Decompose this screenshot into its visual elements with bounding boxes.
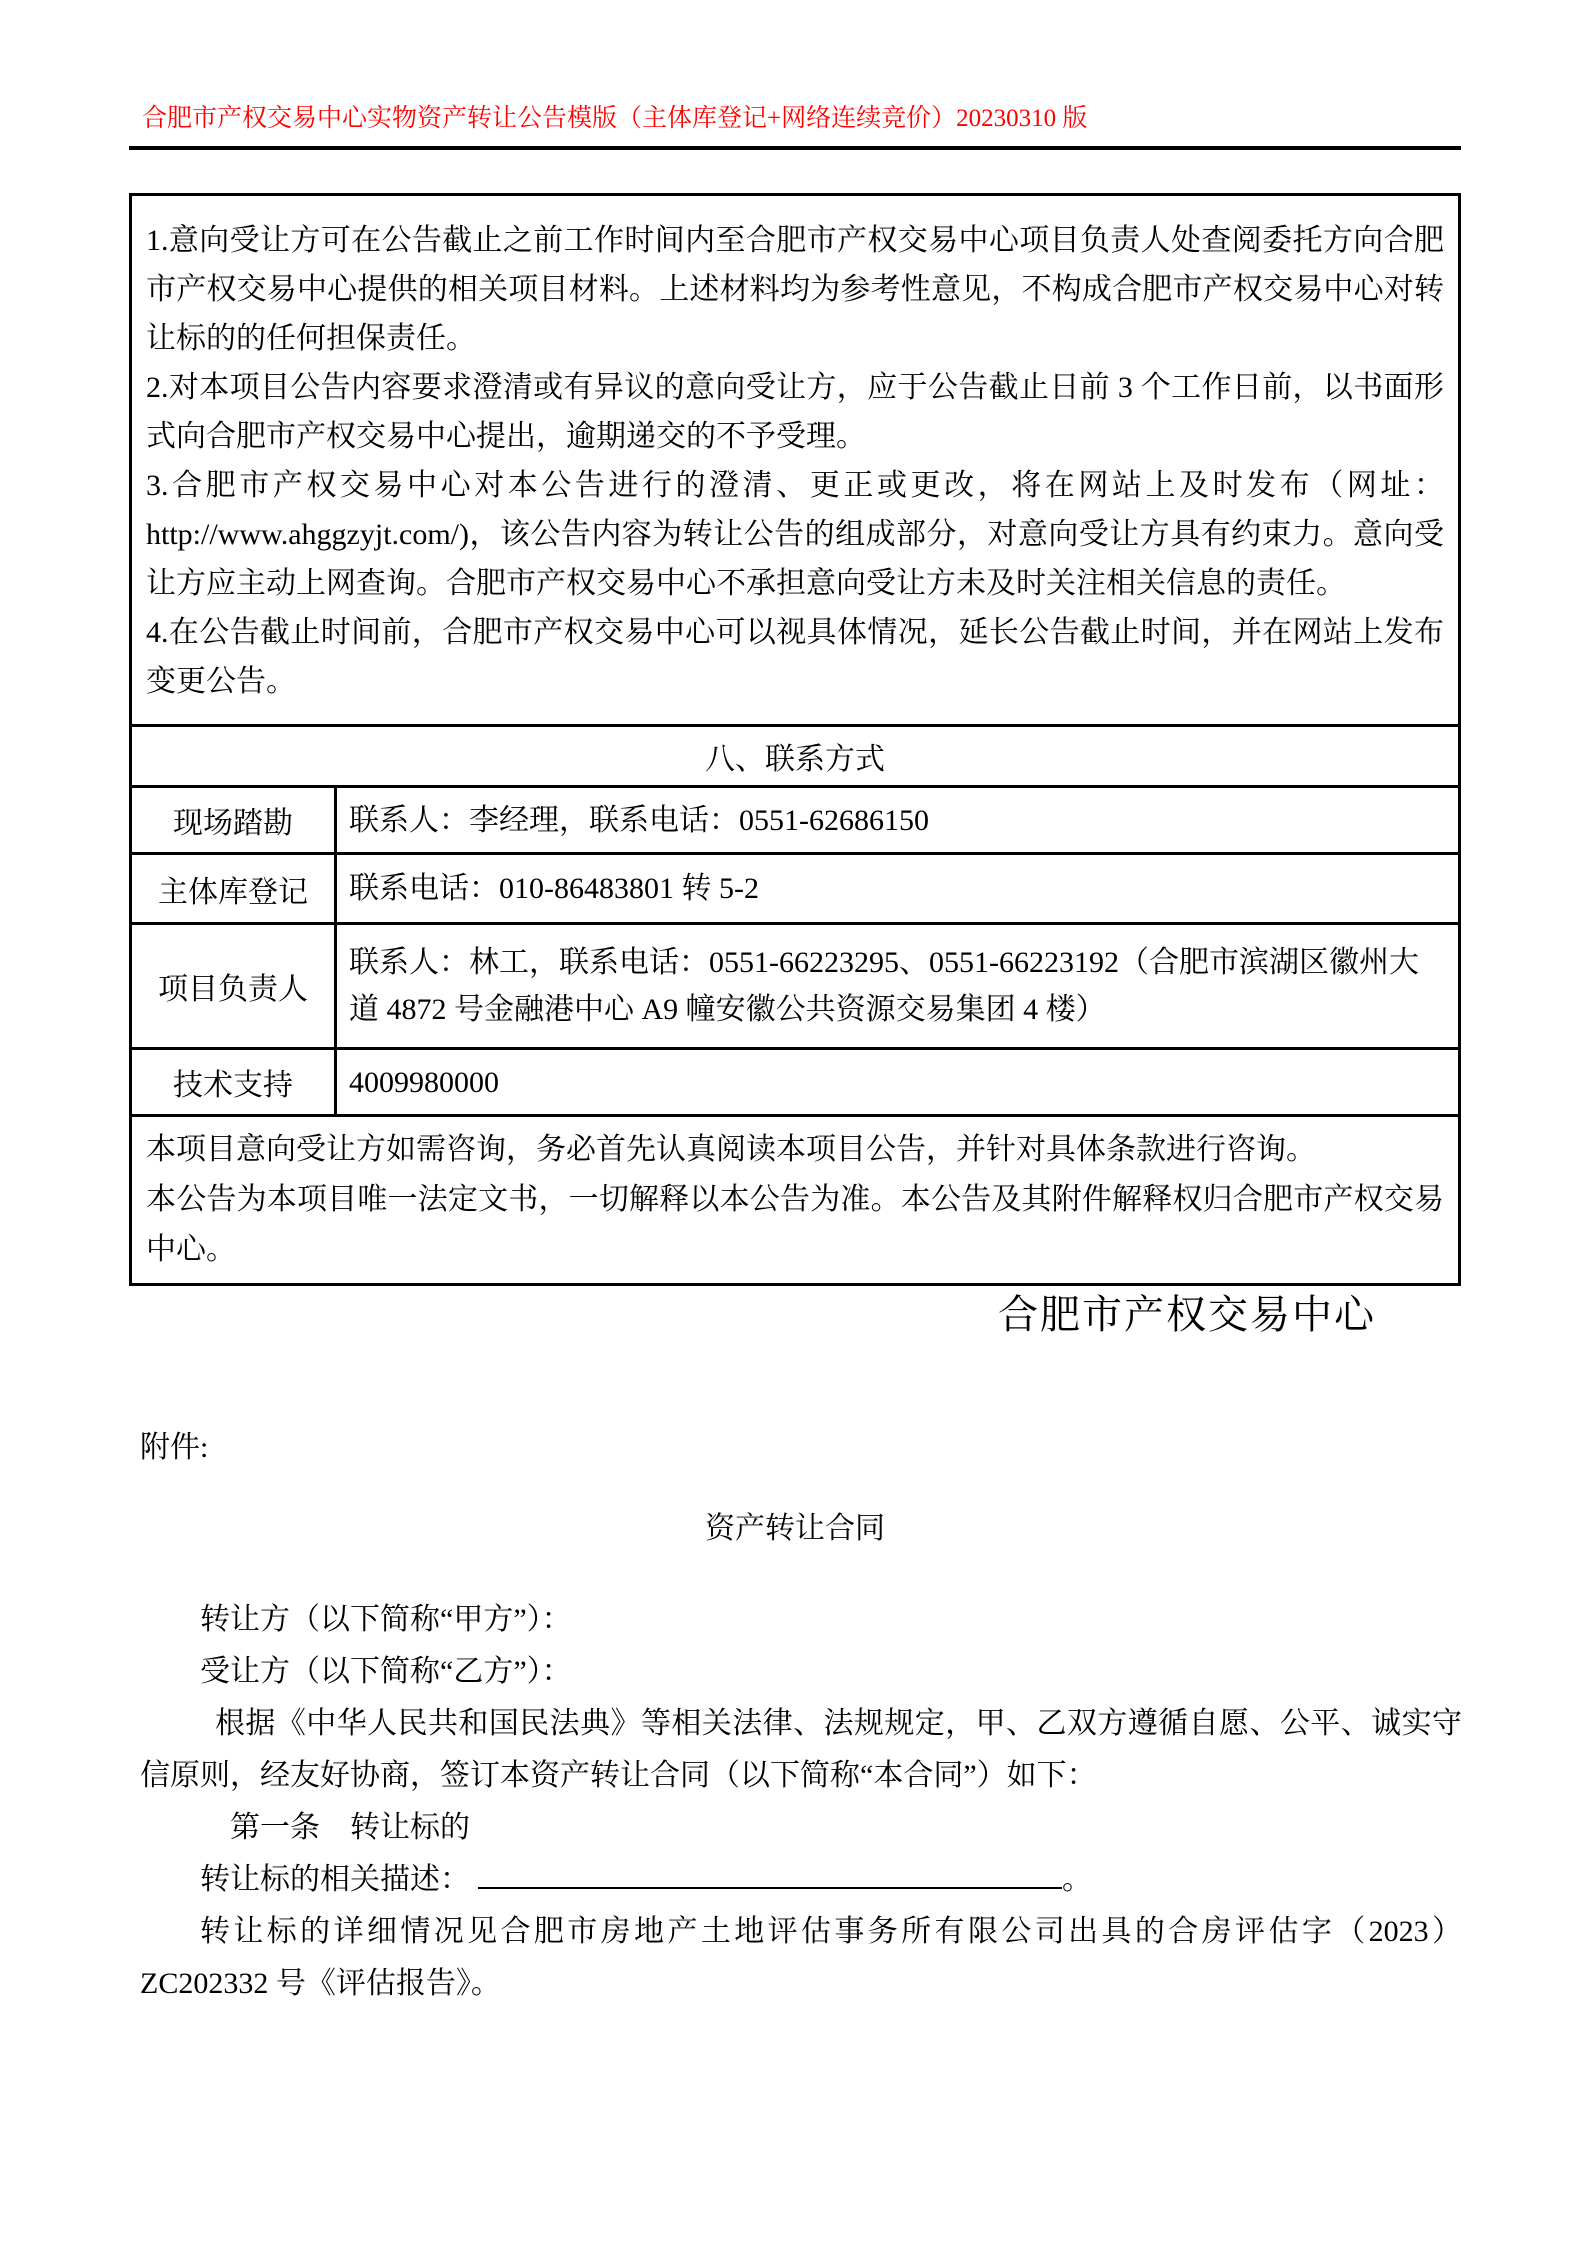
table-row — [131, 787, 1460, 854]
transfer-description-label: 转让标的相关描述： — [200, 1863, 470, 1896]
attachment-label: 附件: — [140, 1431, 209, 1464]
notice-paragraph-1: 1.意向受让方可在公告截止之前工作时间内至合肥市产权交易中心项目负责人处查阅委托方向合肥市产权交易中心提供的相关项目材料。上述材料均为参考性意见，不构成合肥市产权交易中心对转让标的的任何担保责任。 — [146, 224, 1444, 355]
contact-row-value: 联系电话：010-86483801 转 5-2 — [336, 854, 1460, 924]
issuer-signature: 合肥市产权交易中心 — [998, 1292, 1376, 1337]
page-header-title: 合肥市产权交易中心实物资产转让公告模版（主体库登记+网络连续竞价）20230310 版 — [142, 105, 1088, 132]
contact-row-label: 技术支持 — [131, 1049, 336, 1116]
notice-paragraph-4: 4.在公告截止时间前，合肥市产权交易中心可以视具体情况，延长公告截止时间，并在网站上发布变更公告。 — [146, 616, 1444, 698]
contract-body — [140, 1594, 1462, 2010]
article-1-heading: 第一条 转让标的 — [230, 1811, 470, 1844]
contract-preamble: 根据《中华人民共和国民法典》等相关法律、法规规定，甲、乙双方遵循自愿、公平、诚实守信原则，经友好协商，签订本资产转让合同（以下简称“本合同”）如下： — [140, 1707, 1462, 1792]
notice-row — [131, 195, 1460, 726]
transfer-description-line — [140, 1854, 1462, 1906]
contact-row-label: 主体库登记 — [131, 854, 336, 924]
contact-row-value: 联系人：李经理，联系电话：0551-62686150 — [336, 787, 1460, 854]
footer-note-cell — [131, 1116, 1460, 1285]
contact-row-value: 4009980000 — [336, 1049, 1460, 1116]
table-row — [131, 854, 1460, 924]
notice-paragraph-2: 2.对本项目公告内容要求澄清或有异议的意向受让方，应于公告截止日前 3 个工作日前，以书面形式向合肥市产权交易中心提出，逾期递交的不予受理。 — [146, 371, 1444, 453]
announcement-table — [129, 193, 1461, 1286]
footer-note-row — [131, 1116, 1460, 1285]
footer-note-line-2: 本公告为本项目唯一法定文书，一切解释以本公告为准。本公告及其附件解释权归合肥市产权交易中心。 — [146, 1183, 1444, 1266]
contact-row-label: 项目负责人 — [131, 924, 336, 1049]
contact-section-title: 八、联系方式 — [131, 726, 1460, 787]
contract-title: 资产转让合同 — [705, 1512, 885, 1545]
contact-row-label: 现场踏勘 — [131, 787, 336, 854]
notice-paragraph-3: 3.合肥市产权交易中心对本公告进行的澄清、更正或更改，将在网站上及时发布（网址：http://www.ahggzyjt.com/)，该公告内容为转让公告的组成部分，对意向受让方具有约束力。意向受让方应主动上网查询。合肥市产权交易中心不承担意向受让方未及时关注相关信息的责任。 — [146, 469, 1444, 600]
transfer-description-period: 。 — [1062, 1863, 1092, 1896]
notice-cell — [131, 195, 1460, 726]
table-row — [131, 1049, 1460, 1116]
footer-note-line-1: 本项目意向受让方如需咨询，务必首先认真阅读本项目公告，并针对具体条款进行咨询。 — [146, 1133, 1316, 1166]
contact-row-value: 联系人：林工，联系电话：0551-66223295、0551-66223192（合肥市滨湖区徽州大道 4872 号金融港中心 A9 幢安徽公共资源交易集团 4 楼） — [336, 924, 1460, 1049]
header-divider-rule — [129, 146, 1461, 150]
blank-underline-field — [478, 1857, 1062, 1889]
contact-section-row — [131, 726, 1460, 787]
party-a-line: 转让方（以下简称“甲方”）： — [200, 1603, 572, 1636]
transfer-detail-paragraph: 转让标的详细情况见合肥市房地产土地评估事务所有限公司出具的合房评估字（2023）ZC202332 号《评估报告》。 — [140, 1915, 1462, 2000]
table-row — [131, 924, 1460, 1049]
party-b-line: 受让方（以下简称“乙方”）： — [200, 1655, 572, 1688]
